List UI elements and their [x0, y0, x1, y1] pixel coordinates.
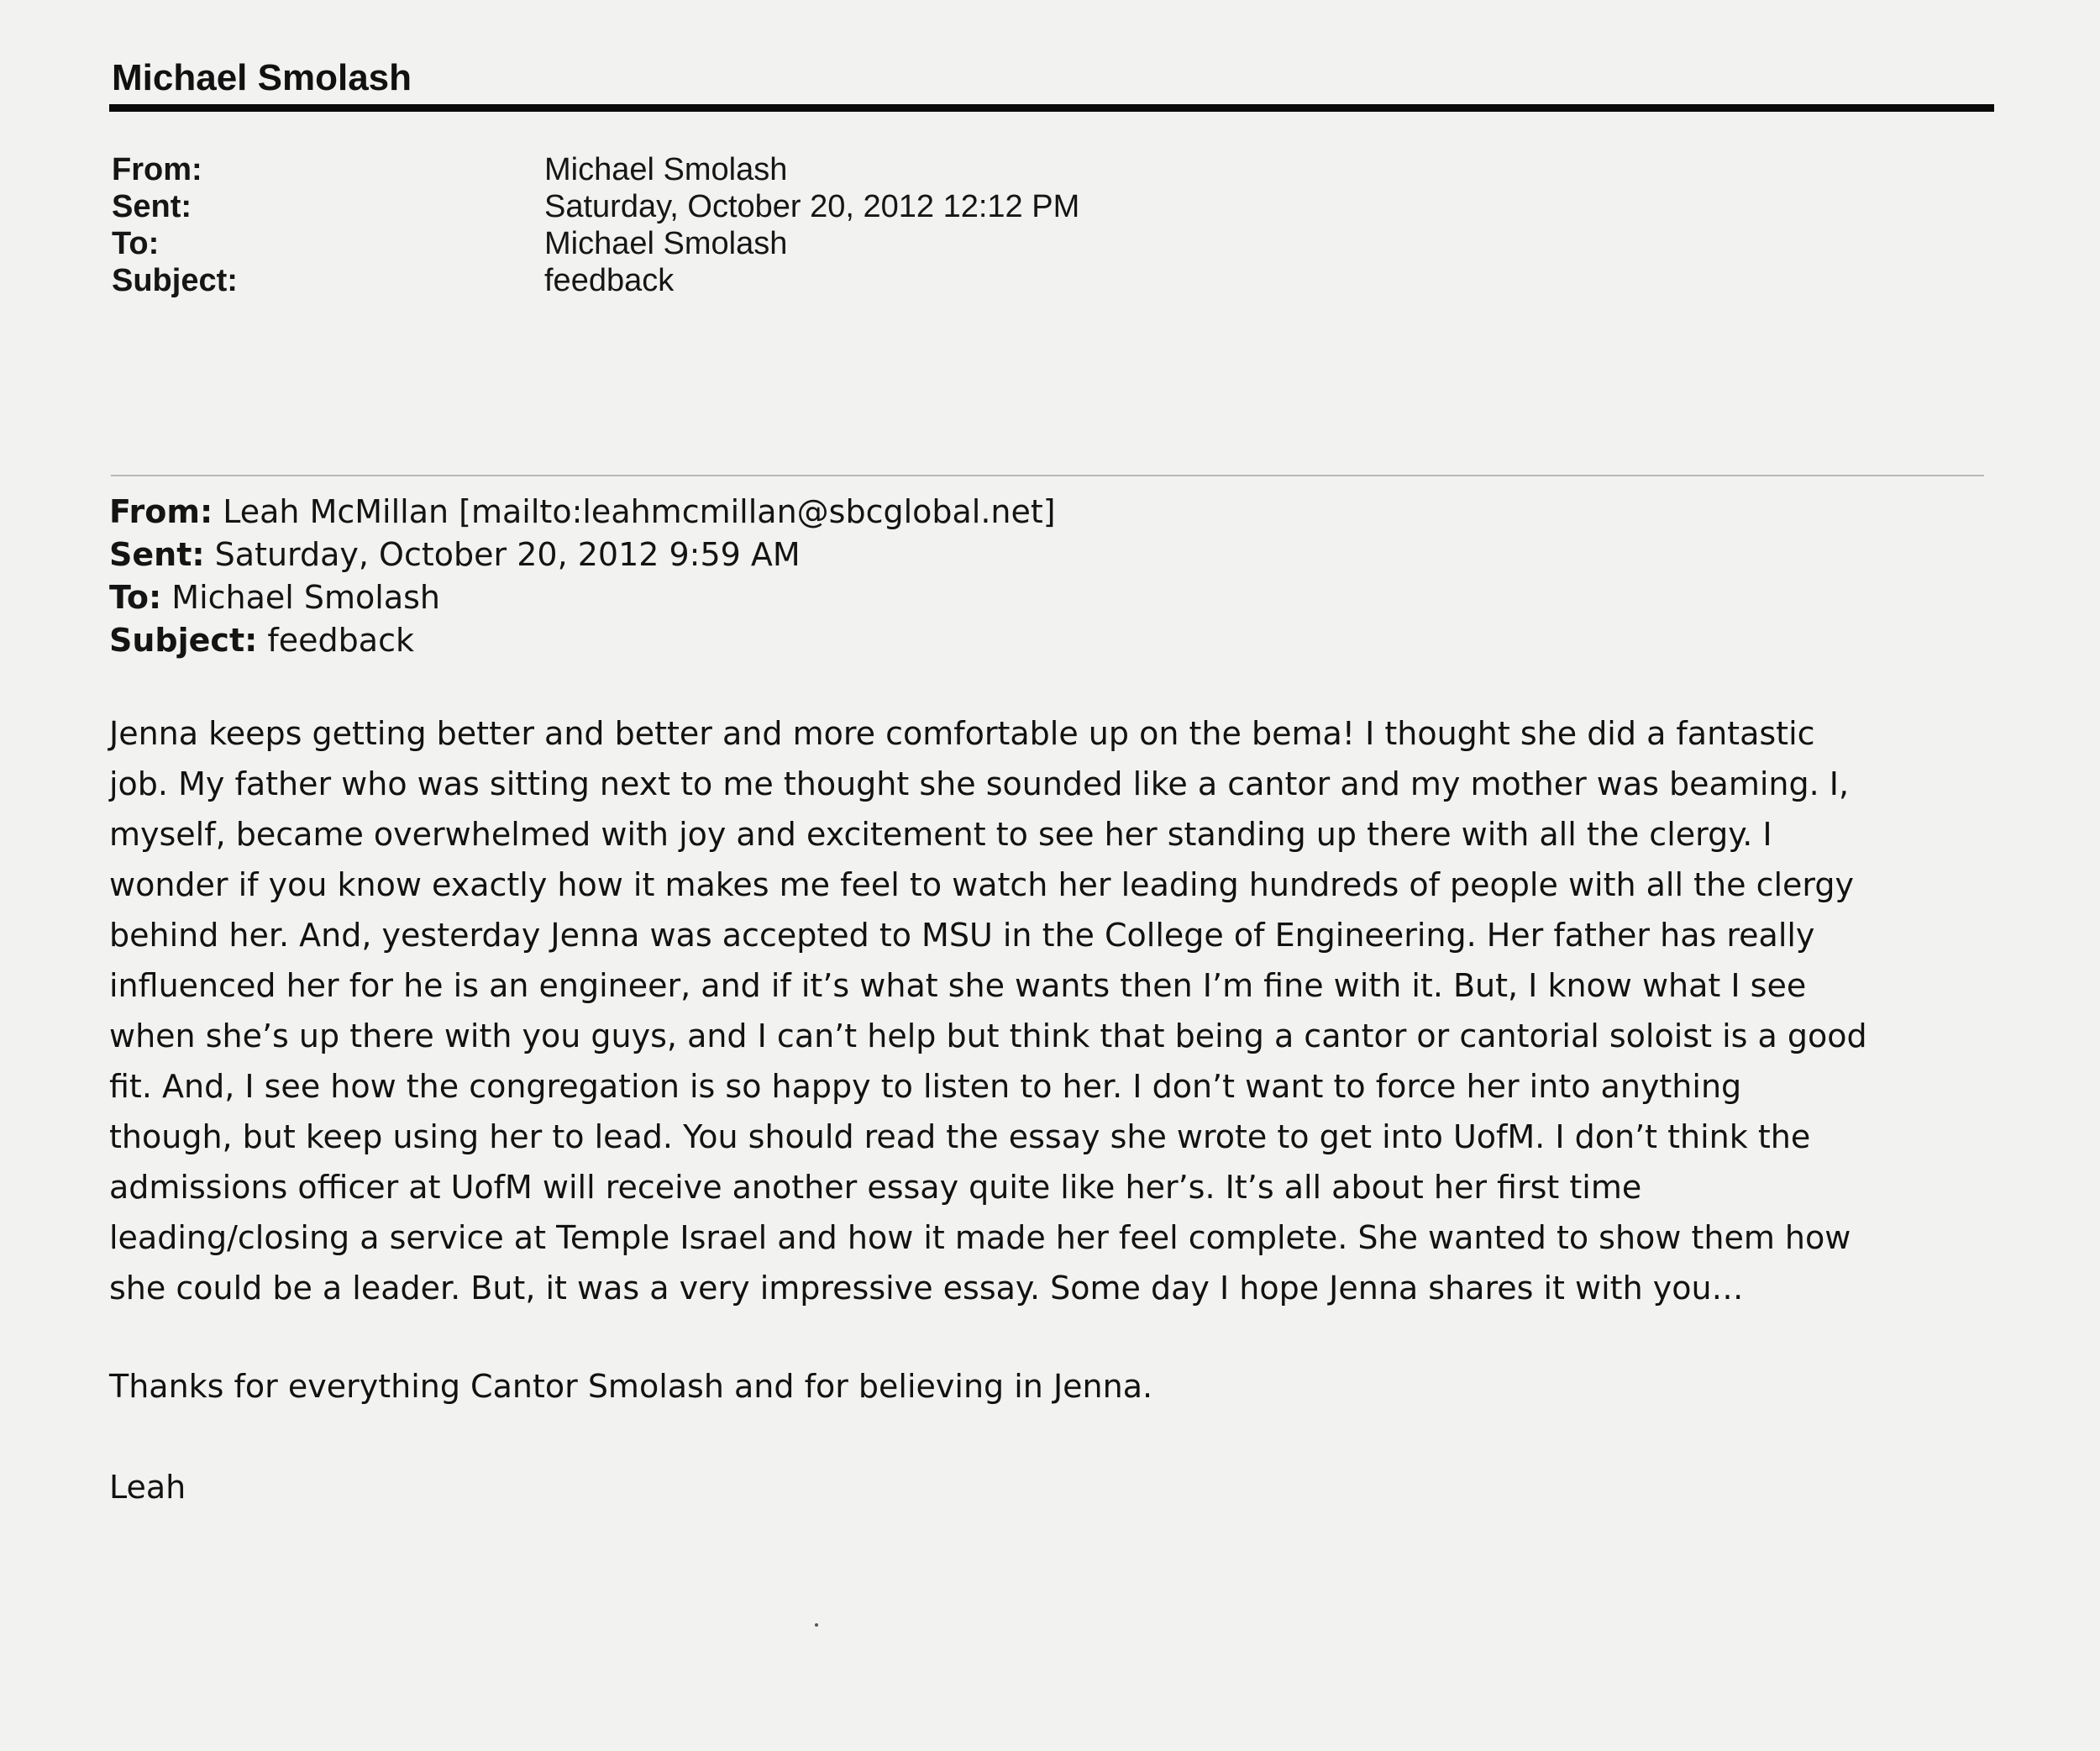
inner-subject-row — [109, 619, 1056, 662]
inner-to-value: Michael Smolash — [171, 579, 441, 616]
closing-line: Thanks for everything Cantor Smolash and for believing in Jenna. — [109, 1368, 1153, 1405]
body-line: fit. And, I see how the congregation is so happy to listen to her. I don’t want to force her into anything — [109, 1068, 1742, 1105]
inner-from-row — [109, 491, 1056, 534]
outer-sent-row — [112, 188, 1079, 225]
outer-from-value: Michael Smolash — [544, 152, 788, 187]
inner-from-value: Leah McMillan [mailto:leahmcmillan@sbcglobal.net] — [223, 493, 1056, 530]
inner-subject-label: Subject: — [109, 622, 258, 659]
body-line: myself, became overwhelmed with joy and excitement to see her standing up there with all the clergy. I — [109, 816, 1772, 853]
email-body — [109, 708, 1991, 1313]
signature: Leah — [109, 1469, 186, 1506]
inner-sent-value: Saturday, October 20, 2012 9:59 AM — [214, 536, 801, 573]
body-line: Jenna keeps getting better and better and more comfortable up on the bema! I thought she did a fantastic — [109, 715, 1815, 752]
outer-subject-label: Subject: — [112, 263, 238, 298]
body-line: when she’s up there with you guys, and I can’t help but think that being a cantor or cantorial soloist is a good — [109, 1017, 1867, 1054]
outer-to-value: Michael Smolash — [544, 226, 788, 261]
inner-sent-row — [109, 534, 1056, 576]
body-line: she could be a leader. But, it was a very impressive essay. Some day I hope Jenna shares it with you… — [109, 1270, 1744, 1307]
forwarded-message-divider — [111, 475, 1984, 476]
outer-to-row — [112, 225, 1079, 262]
outer-to-label: To: — [112, 226, 160, 261]
outer-email-header — [112, 151, 1079, 299]
inner-subject-value: feedback — [267, 622, 414, 659]
outer-sent-value: Saturday, October 20, 2012 12:12 PM — [544, 189, 1080, 224]
printout-owner-name: Michael Smolash — [112, 57, 412, 98]
body-line: job. My father who was sitting next to me thought she sounded like a cantor and my mother was beaming. I, — [109, 765, 1850, 802]
outer-from-label: From: — [112, 152, 202, 187]
body-line: leading/closing a service at Temple Israel and how it made her feel complete. She wanted to show them how — [109, 1219, 1851, 1256]
inner-from-label: From: — [109, 493, 213, 530]
body-line: behind her. And, yesterday Jenna was accepted to MSU in the College of Engineering. Her father has really — [109, 917, 1815, 954]
inner-to-row — [109, 576, 1056, 619]
body-line: admissions officer at UofM will receive another essay quite like her’s. It’s all about her first time — [109, 1169, 1642, 1206]
body-line: though, but keep using her to lead. You should read the essay she wrote to get into UofM. I don’t think the — [109, 1118, 1811, 1155]
scan-speck — [815, 1623, 818, 1627]
body-line: influenced her for he is an engineer, and if it’s what she wants then I’m fine with it. But, I know what I see — [109, 967, 1807, 1004]
header-divider-thick — [109, 104, 1994, 112]
outer-subject-value: feedback — [544, 263, 675, 298]
inner-to-label: To: — [109, 579, 162, 616]
outer-from-row — [112, 151, 1079, 188]
inner-sent-label: Sent: — [109, 536, 205, 573]
outer-sent-label: Sent: — [112, 189, 192, 224]
outer-subject-row — [112, 262, 1079, 299]
inner-email-header — [109, 491, 1056, 662]
body-line: wonder if you know exactly how it makes me feel to watch her leading hundreds of people with all the clergy — [109, 866, 1854, 903]
body-paragraph — [109, 708, 1991, 1313]
